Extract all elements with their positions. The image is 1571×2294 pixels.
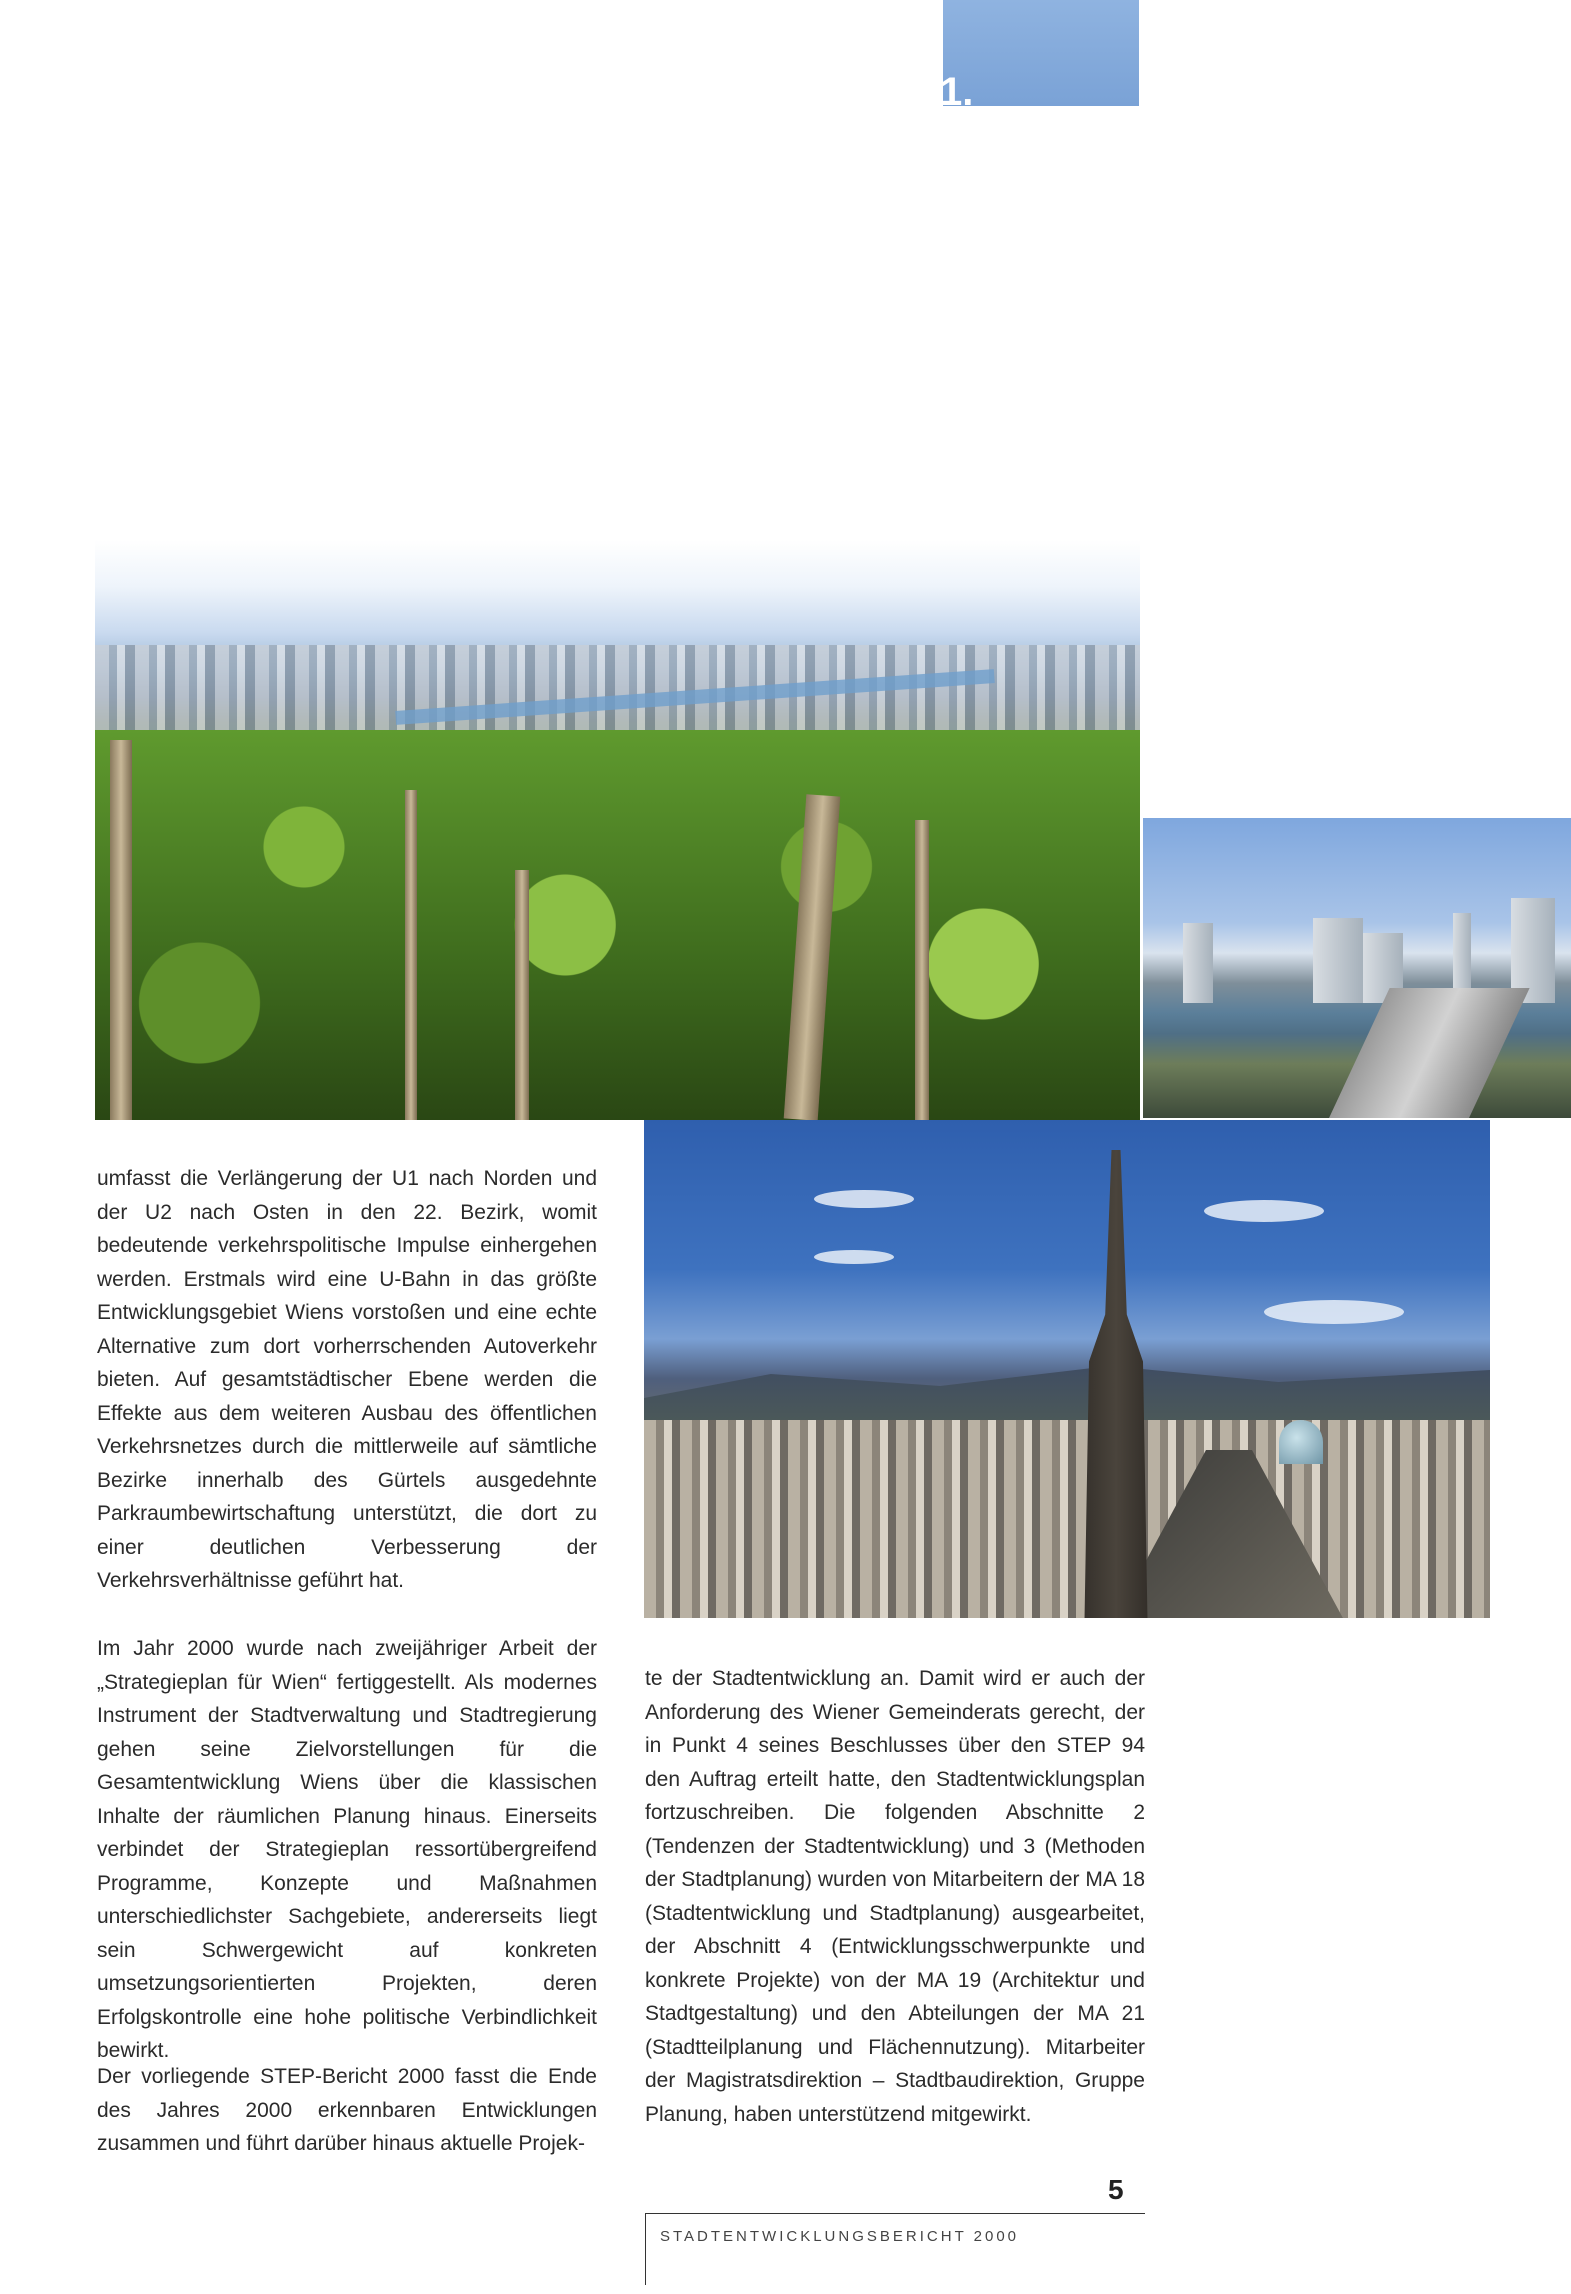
body-paragraph: te der Stadtentwicklung an. Damit wird er auch der Anforderung des Wiener Gemeinderats gerecht, der in Punkt 4 seines Beschlusses über den STEP 94 den Auftrag erteilt hatte, den Stadtentwicklungsplan fortzuschreiben. Die folgenden Abschnitte 2 (Tendenzen der Stadtentwicklung) und 3 (Methoden der Stadtplanung) wurden von Mitarbeitern der MA 18 (Stadtentwicklung und Stadtplanung) ausgearbeitet, der Abschnitt 4 (Entwicklungsschwerpunkte und konkrete Projekte) von der MA 19 (Architektur und Stadtgestaltung) und den Abteilungen der MA 21 (Stadtteilplanung und Flächennutzung). Mitarbeiter der Magistratsdirektion – Stadtbaudirektion, Gruppe Planung, haben unterstützend mitgewirkt. bbox=[645, 1667, 1145, 2126]
vineyard-post bbox=[515, 870, 529, 1120]
skyline-road bbox=[1296, 988, 1529, 1118]
skyline-tower bbox=[1313, 918, 1363, 1003]
vineyard-city-skyline bbox=[95, 645, 1140, 740]
body-paragraph: umfasst die Verlängerung der U1 nach Norden und der U2 nach Osten in den 22. Bezirk, womit bedeutende verkehrspolitische Impulse einhergehen werden. Erstmals wird eine U-Bahn in das größte Entwicklungsgebiet Wiens vorstoßen und eine echte Alternative zum dort vorherrschenden Autoverkehr bieten. Auf gesamtstädtischer Ebene werden die Effekte aus dem weiteren Ausbau des öffentlichen Verkehrsnetzes durch die mittlerweile auf sämtliche Bezirke innerhalb des Gürtels ausgedehnte Parkraumbewirtschaftung unterstützt, die dort zu einer deutlichen Verbesserung der Verkehrsverhältnisse geführt hat. bbox=[97, 1167, 597, 1592]
body-paragraph: Der vorliegende STEP-Bericht 2000 fasst die Ende des Jahres 2000 erkennbaren Entwicklungen zusammen und führt darüber hinaus aktuelle Projek- bbox=[97, 2065, 597, 2155]
cathedral-cloud bbox=[814, 1250, 894, 1264]
vineyard-post bbox=[405, 790, 417, 1120]
vineyard-vines bbox=[95, 730, 1140, 1120]
body-column-2-paragraph-1 bbox=[645, 1662, 1145, 2131]
footer-rule-vertical bbox=[645, 2213, 646, 2285]
chapter-number: 1. bbox=[940, 70, 974, 114]
body-column-1-paragraph-1 bbox=[97, 1162, 597, 1598]
cathedral-hills bbox=[644, 1350, 1490, 1430]
vineyard-photo bbox=[95, 540, 1140, 1120]
skyline-photo bbox=[1143, 818, 1571, 1118]
cathedral-cloud bbox=[814, 1190, 914, 1208]
body-paragraph: Im Jahr 2000 wurde nach zweijähriger Arbeit der „Strategieplan für Wien“ fertiggestellt. Als modernes Instrument der Stadtverwaltung und Stadtregierung gehen seine Zielvorstellungen für die Gesamtentwicklung Wiens über die klassischen Inhalte der räumlichen Planung hinaus. Einerseits verbindet der Strategieplan ressortübergreifend Programme, Konzepte und Maßnahmen unterschiedlichster Sachgebiete, andererseits liegt sein Schwergewicht auf konkreten umsetzungsorientierten Projekten, deren Erfolgskontrolle eine hohe politische Verbindlichkeit bewirkt. bbox=[97, 1637, 597, 2062]
page-number: 5 bbox=[1108, 2174, 1124, 2205]
cathedral-dome bbox=[1279, 1420, 1323, 1464]
body-column-1-paragraph-2 bbox=[97, 1632, 597, 2068]
cathedral-city bbox=[644, 1420, 1490, 1618]
cathedral-cloud bbox=[1204, 1200, 1324, 1222]
vineyard-post bbox=[110, 740, 132, 1120]
skyline-tower bbox=[1183, 923, 1213, 1003]
cathedral-photo bbox=[644, 1120, 1490, 1618]
body-column-1-paragraph-3 bbox=[97, 2060, 597, 2161]
running-title: STADTENTWICKLUNGSBERICHT 2000 bbox=[660, 2228, 1019, 2245]
cathedral-cloud bbox=[1264, 1300, 1404, 1324]
footer-rule bbox=[645, 2213, 1145, 2214]
vineyard-post bbox=[915, 820, 929, 1120]
